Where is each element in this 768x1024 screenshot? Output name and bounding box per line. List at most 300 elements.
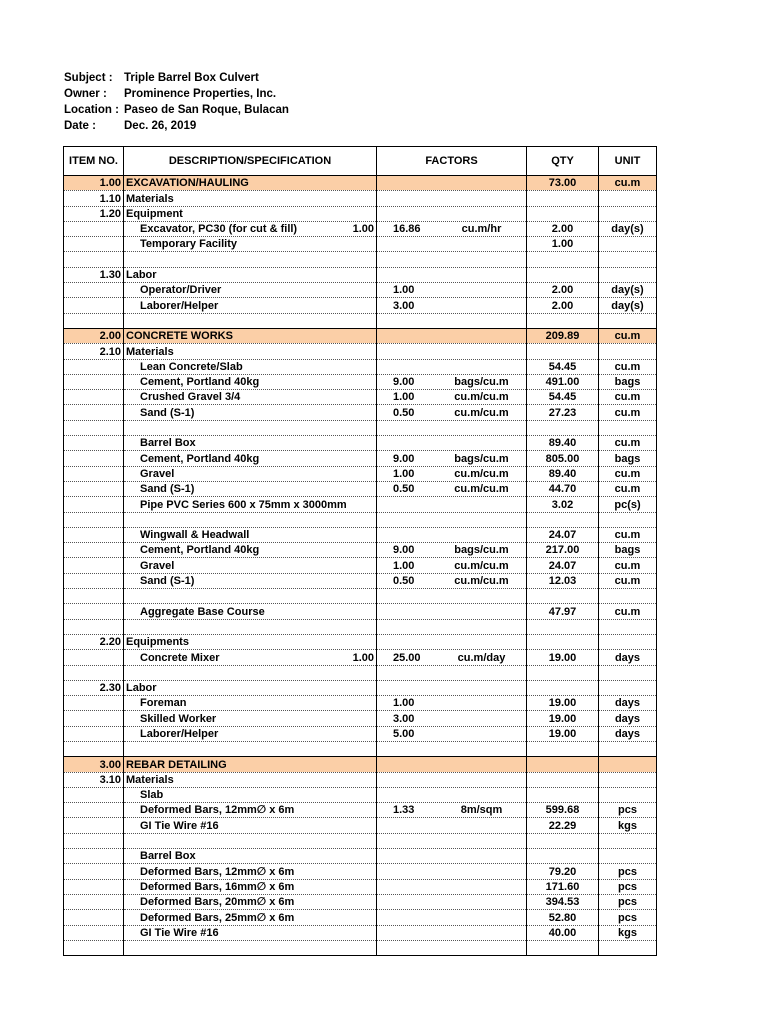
description-wrap <box>126 850 374 863</box>
unit-cell: days <box>599 650 657 665</box>
description-text: GI Tie Wire #16 <box>140 926 219 939</box>
table-row <box>64 374 657 389</box>
item-no-cell <box>64 481 124 496</box>
description-wrap <box>126 820 374 833</box>
description-text: Deformed Bars, 16mm∅ x 6m <box>140 880 295 893</box>
unit-cell <box>599 589 657 604</box>
description-cell <box>124 604 377 619</box>
factor-unit: cu.m/cu.m <box>454 483 509 496</box>
table-row <box>64 481 657 496</box>
item-no-cell <box>64 879 124 894</box>
description-text: Equipment <box>126 207 183 220</box>
item-no-cell <box>64 803 124 818</box>
header-value: Paseo de San Roque, Bulacan <box>124 104 289 116</box>
factors-cell <box>377 726 527 741</box>
qty-cell: 2.00 <box>527 298 599 313</box>
description-cell <box>124 497 377 512</box>
description-wrap <box>126 284 374 297</box>
item-no-cell <box>64 390 124 405</box>
qty-cell <box>527 772 599 787</box>
unit-cell <box>599 787 657 802</box>
item-no-cell: 2.00 <box>64 328 124 343</box>
description-text: Deformed Bars, 25mm∅ x 6m <box>140 911 295 924</box>
factor-value: 0.50 <box>393 575 415 588</box>
description-text: Laborer/Helper <box>140 727 219 740</box>
unit-cell <box>599 680 657 695</box>
qty-cell <box>527 512 599 527</box>
factors-cell <box>377 665 527 680</box>
description-cell <box>124 680 377 695</box>
description-cell <box>124 818 377 833</box>
qty-cell: 171.60 <box>527 879 599 894</box>
col-header-unit: UNIT <box>599 147 657 176</box>
item-no-cell <box>64 436 124 451</box>
description-wrap <box>126 376 374 389</box>
table-row <box>64 221 657 236</box>
table-row <box>64 543 657 558</box>
unit-cell <box>599 665 657 680</box>
qty-cell: 19.00 <box>527 696 599 711</box>
header-field <box>64 70 289 86</box>
factor-value: 25.00 <box>393 651 421 664</box>
factors-wrap <box>379 728 524 741</box>
table-row <box>64 313 657 328</box>
qty-cell <box>527 206 599 221</box>
qty-cell: 40.00 <box>527 925 599 940</box>
factor-value: 1.00 <box>393 284 415 297</box>
factors-cell <box>377 879 527 894</box>
table-row <box>64 680 657 695</box>
factors-cell <box>377 925 527 940</box>
description-text: Deformed Bars, 20mm∅ x 6m <box>140 896 295 909</box>
qty-cell <box>527 757 599 772</box>
factors-cell <box>377 191 527 206</box>
factors-cell <box>377 466 527 481</box>
factor-unit: bags/cu.m <box>454 376 509 389</box>
factors-cell <box>377 512 527 527</box>
unit-cell <box>599 512 657 527</box>
section-row <box>64 757 657 772</box>
description-text: Sand (S-1) <box>140 483 195 496</box>
factors-cell <box>377 206 527 221</box>
qty-cell <box>527 420 599 435</box>
unit-cell: pcs <box>599 864 657 879</box>
qty-cell: 89.40 <box>527 466 599 481</box>
unit-cell: day(s) <box>599 298 657 313</box>
qty-cell <box>527 191 599 206</box>
factors-cell <box>377 451 527 466</box>
description-text: REBAR DETAILING <box>126 758 227 771</box>
qty-cell: 805.00 <box>527 451 599 466</box>
unit-cell: bags <box>599 374 657 389</box>
description-wrap <box>126 391 374 404</box>
unit-cell <box>599 849 657 864</box>
unit-cell: cu.m <box>599 436 657 451</box>
description-cell <box>124 589 377 604</box>
description-cell <box>124 894 377 909</box>
factors-cell <box>377 634 527 649</box>
qty-cell: 19.00 <box>527 650 599 665</box>
description-text: Deformed Bars, 12mm∅ x 6m <box>140 804 295 817</box>
factors-cell <box>377 344 527 359</box>
factor-unit: cu.m/cu.m <box>454 467 509 480</box>
description-cell <box>124 940 377 955</box>
unit-cell: cu.m <box>599 481 657 496</box>
description-wrap <box>126 544 374 557</box>
description-cell <box>124 267 377 282</box>
description-text: Skilled Worker <box>140 712 217 725</box>
factors-wrap <box>379 453 524 466</box>
description-cell <box>124 665 377 680</box>
factors-cell <box>377 176 527 191</box>
qty-cell <box>527 313 599 328</box>
unit-cell <box>599 237 657 252</box>
description-cell <box>124 833 377 848</box>
factors-cell <box>377 604 527 619</box>
factors-wrap <box>379 713 524 726</box>
description-wrap <box>126 713 374 726</box>
description-text: Labor <box>126 682 157 695</box>
table-row <box>64 849 657 864</box>
factors-cell <box>377 650 527 665</box>
table-row <box>64 527 657 542</box>
factor-value: 9.00 <box>393 376 415 389</box>
table-row <box>64 726 657 741</box>
description-wrap <box>126 499 374 512</box>
header-value: Dec. 26, 2019 <box>124 120 197 132</box>
description-text: EXCAVATION/HAULING <box>126 177 249 190</box>
item-no-cell <box>64 252 124 267</box>
description-wrap <box>126 789 374 802</box>
unit-cell: cu.m <box>599 405 657 420</box>
table-row <box>64 650 657 665</box>
factors-cell <box>377 328 527 343</box>
description-cell <box>124 757 377 772</box>
description-number: 1.00 <box>352 223 374 236</box>
qty-cell <box>527 940 599 955</box>
table-row <box>64 925 657 940</box>
header-label: Date : <box>64 120 96 132</box>
unit-cell <box>599 772 657 787</box>
table-row <box>64 864 657 879</box>
item-no-cell: 1.00 <box>64 176 124 191</box>
description-text: Operator/Driver <box>140 284 222 297</box>
description-cell <box>124 619 377 634</box>
table-row <box>64 634 657 649</box>
table-row <box>64 405 657 420</box>
factors-cell <box>377 757 527 772</box>
table-row <box>64 420 657 435</box>
description-wrap <box>126 697 374 710</box>
qty-cell: 2.00 <box>527 221 599 236</box>
description-cell <box>124 328 377 343</box>
factor-unit: cu.m/cu.m <box>454 391 509 404</box>
header-label: Location : <box>64 104 119 116</box>
qty-cell <box>527 634 599 649</box>
unit-cell: pc(s) <box>599 497 657 512</box>
qty-cell: 12.03 <box>527 573 599 588</box>
description-cell <box>124 803 377 818</box>
description-cell <box>124 910 377 925</box>
description-wrap <box>126 193 374 206</box>
description-cell <box>124 772 377 787</box>
item-no-cell <box>64 405 124 420</box>
item-no-cell <box>64 787 124 802</box>
factors-wrap <box>379 391 524 404</box>
description-text: Lean Concrete/Slab <box>140 360 243 373</box>
description-text: Labor <box>126 269 157 282</box>
item-no-cell <box>64 451 124 466</box>
qty-cell <box>527 344 599 359</box>
unit-cell <box>599 833 657 848</box>
unit-cell: cu.m <box>599 558 657 573</box>
table-row <box>64 359 657 374</box>
item-no-cell <box>64 818 124 833</box>
factor-value: 1.33 <box>393 804 415 817</box>
table-row <box>64 283 657 298</box>
description-wrap <box>126 560 374 573</box>
table-row <box>64 665 657 680</box>
header-label: Owner : <box>64 88 107 100</box>
factor-unit: bags/cu.m <box>454 544 509 557</box>
item-no-cell: 3.10 <box>64 772 124 787</box>
factors-cell <box>377 787 527 802</box>
factors-wrap <box>379 697 524 710</box>
factor-value: 9.00 <box>393 452 415 465</box>
qty-cell <box>527 833 599 848</box>
item-no-cell <box>64 833 124 848</box>
factors-cell <box>377 298 527 313</box>
description-wrap <box>126 483 374 496</box>
description-cell <box>124 466 377 481</box>
description-wrap <box>126 652 374 665</box>
description-text: Aggregate Base Course <box>140 605 265 618</box>
item-no-cell <box>64 359 124 374</box>
factors-wrap <box>379 652 524 665</box>
item-no-cell <box>64 466 124 481</box>
factors-cell <box>377 894 527 909</box>
description-wrap <box>126 759 374 772</box>
header-value: Triple Barrel Box Culvert <box>124 72 259 84</box>
factor-value: 1.00 <box>393 467 415 480</box>
description-text: Foreman <box>140 697 187 710</box>
description-cell <box>124 879 377 894</box>
unit-cell: pcs <box>599 803 657 818</box>
qty-cell: 3.02 <box>527 497 599 512</box>
header-field <box>64 102 289 118</box>
qty-cell: 209.89 <box>527 328 599 343</box>
description-wrap <box>126 177 374 190</box>
table-row <box>64 589 657 604</box>
qty-cell: 217.00 <box>527 543 599 558</box>
description-cell <box>124 420 377 435</box>
factor-value: 3.00 <box>393 299 415 312</box>
description-cell <box>124 726 377 741</box>
description-cell <box>124 925 377 940</box>
description-wrap <box>126 223 374 236</box>
item-no-cell <box>64 512 124 527</box>
factor-unit: 8m/sqm <box>460 804 503 817</box>
description-text: GI Tie Wire #16 <box>140 819 219 832</box>
factors-wrap <box>379 223 524 236</box>
table-row <box>64 604 657 619</box>
item-no-cell: 3.00 <box>64 757 124 772</box>
item-no-cell: 1.30 <box>64 267 124 282</box>
factors-cell <box>377 374 527 389</box>
table-row <box>64 237 657 252</box>
factors-wrap <box>379 468 524 481</box>
factor-value: 1.00 <box>393 697 415 710</box>
item-no-cell <box>64 283 124 298</box>
unit-cell: bags <box>599 451 657 466</box>
item-no-cell <box>64 527 124 542</box>
item-no-cell: 2.10 <box>64 344 124 359</box>
item-no-cell <box>64 726 124 741</box>
description-cell <box>124 527 377 542</box>
factors-cell <box>377 252 527 267</box>
factor-value: 0.50 <box>393 483 415 496</box>
item-no-cell <box>64 910 124 925</box>
description-wrap <box>126 208 374 221</box>
col-header-factors: FACTORS <box>377 147 527 176</box>
unit-cell: days <box>599 696 657 711</box>
factor-unit: cu.m/cu.m <box>454 406 509 419</box>
description-cell <box>124 864 377 879</box>
factors-wrap <box>379 560 524 573</box>
factors-wrap <box>379 544 524 557</box>
table-row <box>64 818 657 833</box>
qty-cell <box>527 680 599 695</box>
description-cell <box>124 390 377 405</box>
factors-cell <box>377 481 527 496</box>
description-cell <box>124 741 377 756</box>
table-row <box>64 451 657 466</box>
table-row <box>64 267 657 282</box>
table-row <box>64 940 657 955</box>
table-row <box>64 910 657 925</box>
unit-cell <box>599 313 657 328</box>
unit-cell <box>599 267 657 282</box>
description-cell <box>124 298 377 313</box>
table-row <box>64 803 657 818</box>
item-no-cell <box>64 543 124 558</box>
factors-cell <box>377 558 527 573</box>
description-wrap <box>126 927 374 940</box>
factors-wrap <box>379 483 524 496</box>
description-cell <box>124 313 377 328</box>
description-cell <box>124 451 377 466</box>
description-cell <box>124 252 377 267</box>
qty-cell <box>527 665 599 680</box>
qty-cell: 54.45 <box>527 390 599 405</box>
unit-cell <box>599 757 657 772</box>
item-no-cell <box>64 573 124 588</box>
factors-cell <box>377 221 527 236</box>
description-cell <box>124 344 377 359</box>
description-number: 1.00 <box>352 651 374 664</box>
qty-cell: 491.00 <box>527 374 599 389</box>
item-no-cell: 2.20 <box>64 634 124 649</box>
qty-cell <box>527 619 599 634</box>
description-wrap <box>126 575 374 588</box>
description-wrap <box>126 330 374 343</box>
description-text: Cement, Portland 40kg <box>140 452 260 465</box>
unit-cell: pcs <box>599 879 657 894</box>
description-wrap <box>126 774 374 787</box>
factor-value: 5.00 <box>393 727 415 740</box>
col-header-qty: QTY <box>527 147 599 176</box>
description-wrap <box>126 238 374 251</box>
factors-cell <box>377 711 527 726</box>
table-row <box>64 741 657 756</box>
item-no-cell <box>64 619 124 634</box>
description-wrap <box>126 606 374 619</box>
table-row <box>64 573 657 588</box>
unit-cell <box>599 741 657 756</box>
factors-wrap <box>379 804 524 817</box>
description-text: CONCRETE WORKS <box>126 330 233 343</box>
qty-cell: 2.00 <box>527 283 599 298</box>
item-no-cell <box>64 604 124 619</box>
table-row <box>64 436 657 451</box>
unit-cell <box>599 940 657 955</box>
factors-cell <box>377 267 527 282</box>
description-text: Gravel <box>140 559 175 572</box>
factors-cell <box>377 436 527 451</box>
table-row <box>64 252 657 267</box>
qty-cell: 1.00 <box>527 237 599 252</box>
factors-cell <box>377 910 527 925</box>
factors-cell <box>377 283 527 298</box>
unit-cell: cu.m <box>599 328 657 343</box>
qty-cell: 19.00 <box>527 711 599 726</box>
description-text: Gravel <box>140 467 175 480</box>
unit-cell: cu.m <box>599 573 657 588</box>
description-wrap <box>126 269 374 282</box>
description-cell <box>124 359 377 374</box>
description-text: Materials <box>126 773 174 786</box>
unit-cell: cu.m <box>599 390 657 405</box>
unit-cell: bags <box>599 543 657 558</box>
qty-cell: 24.07 <box>527 527 599 542</box>
item-no-cell <box>64 221 124 236</box>
factor-unit: cu.m/hr <box>461 223 502 236</box>
item-no-cell <box>64 650 124 665</box>
unit-cell: days <box>599 711 657 726</box>
qty-cell <box>527 252 599 267</box>
qty-cell: 73.00 <box>527 176 599 191</box>
description-wrap <box>126 407 374 420</box>
qty-cell: 24.07 <box>527 558 599 573</box>
description-cell <box>124 573 377 588</box>
table-header-row <box>64 147 657 176</box>
description-wrap <box>126 866 374 879</box>
factors-cell <box>377 359 527 374</box>
item-no-cell <box>64 589 124 604</box>
item-no-cell <box>64 558 124 573</box>
description-text: Cement, Portland 40kg <box>140 544 260 557</box>
qty-cell: 54.45 <box>527 359 599 374</box>
description-cell <box>124 558 377 573</box>
factor-unit: bags/cu.m <box>454 452 509 465</box>
qty-cell: 52.80 <box>527 910 599 925</box>
table-row <box>64 894 657 909</box>
factors-wrap <box>379 300 524 313</box>
unit-cell <box>599 206 657 221</box>
item-no-cell: 2.30 <box>64 680 124 695</box>
item-no-cell: 1.10 <box>64 191 124 206</box>
description-wrap <box>126 682 374 695</box>
